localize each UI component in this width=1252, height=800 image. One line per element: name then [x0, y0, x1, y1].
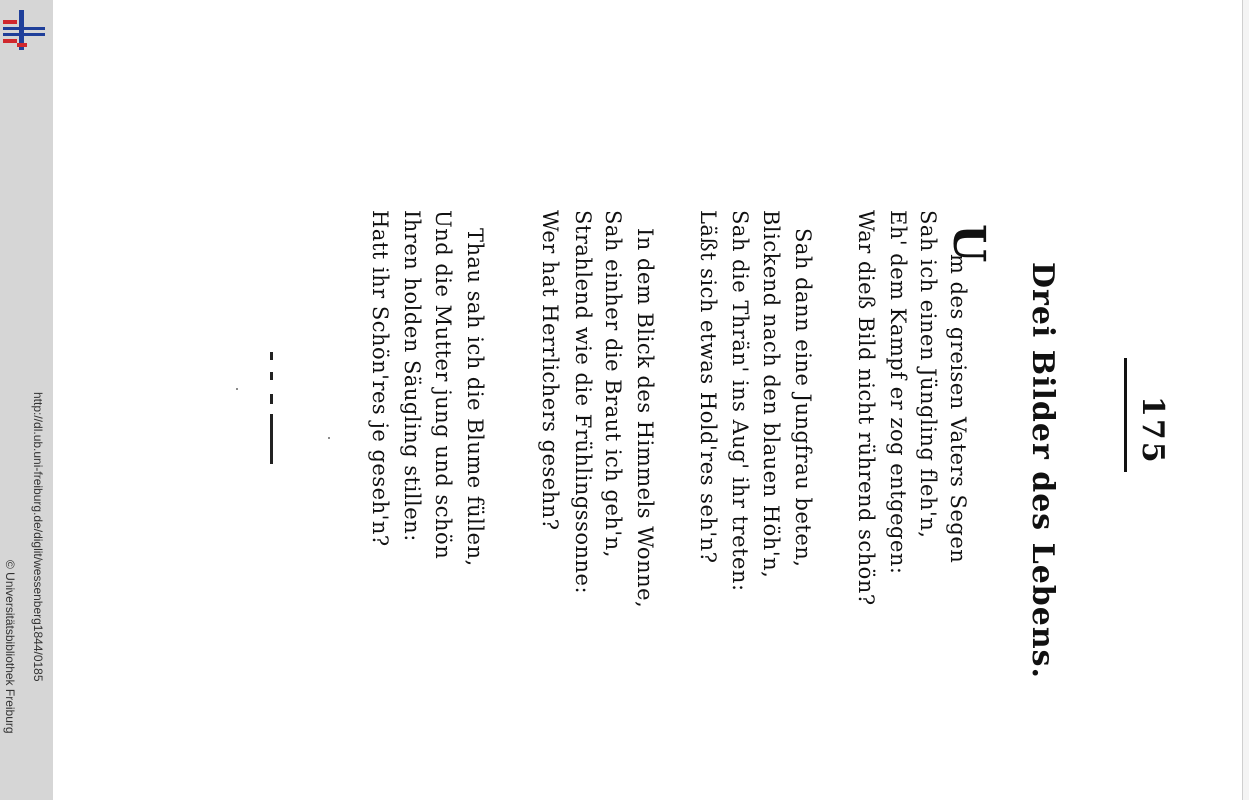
verse-line: Läßt sich etwas Hold'res seh'n? — [696, 210, 720, 564]
drop-cap: U — [943, 224, 994, 263]
verse-line: m des greisen Vaters Segen — [946, 254, 970, 564]
verse-line: Thau sah ich die Blume füllen, — [463, 228, 487, 567]
poem-title: Drei Bilder des Lebens. — [1025, 262, 1060, 679]
print-mark — [270, 372, 273, 380]
print-speck — [236, 388, 238, 390]
verse-line: Ihren holden Säugling stillen: — [400, 210, 424, 542]
source-url[interactable]: http://dl.ub.uni-freiburg.de/diglit/wessenberg1844/0185 — [31, 392, 45, 682]
verse-line: War dieß Bild nicht rührend schön? — [854, 210, 878, 606]
verse-line: Blickend nach den blauen Höh'n, — [759, 210, 783, 579]
verse-line: Eh' dem Kampf er zog entgegen: — [886, 210, 910, 575]
verse-line: Sah dann eine Jungfrau beten, — [791, 228, 815, 568]
print-mark — [270, 414, 273, 464]
verse-line: Wer hat Herrlichers gesehn? — [538, 210, 562, 531]
verse-line: Sah ich einen Jüngling fleh'n, — [916, 210, 940, 539]
print-mark — [270, 394, 273, 404]
copyright-notice: © Universitätsbibliothek Freiburg — [3, 560, 17, 734]
verse-line: Strahlend wie die Frühlingssonne: — [571, 210, 595, 595]
verse-line: Sah die Thrän' ins Aug' ihr treten: — [728, 210, 752, 592]
verse-line: Und die Mutter jung und schön — [431, 210, 455, 560]
print-mark — [270, 352, 273, 360]
page-number: 175 — [1135, 396, 1170, 465]
verse-line: Hatt ihr Schön'res je geseh'n? — [368, 210, 392, 547]
verse-line: Sah einher die Braut ich geh'n, — [601, 210, 625, 558]
verse-line: In dem Blick des Himmels Wonne, — [633, 228, 657, 609]
print-speck — [328, 437, 330, 439]
header-rule — [1124, 358, 1127, 472]
